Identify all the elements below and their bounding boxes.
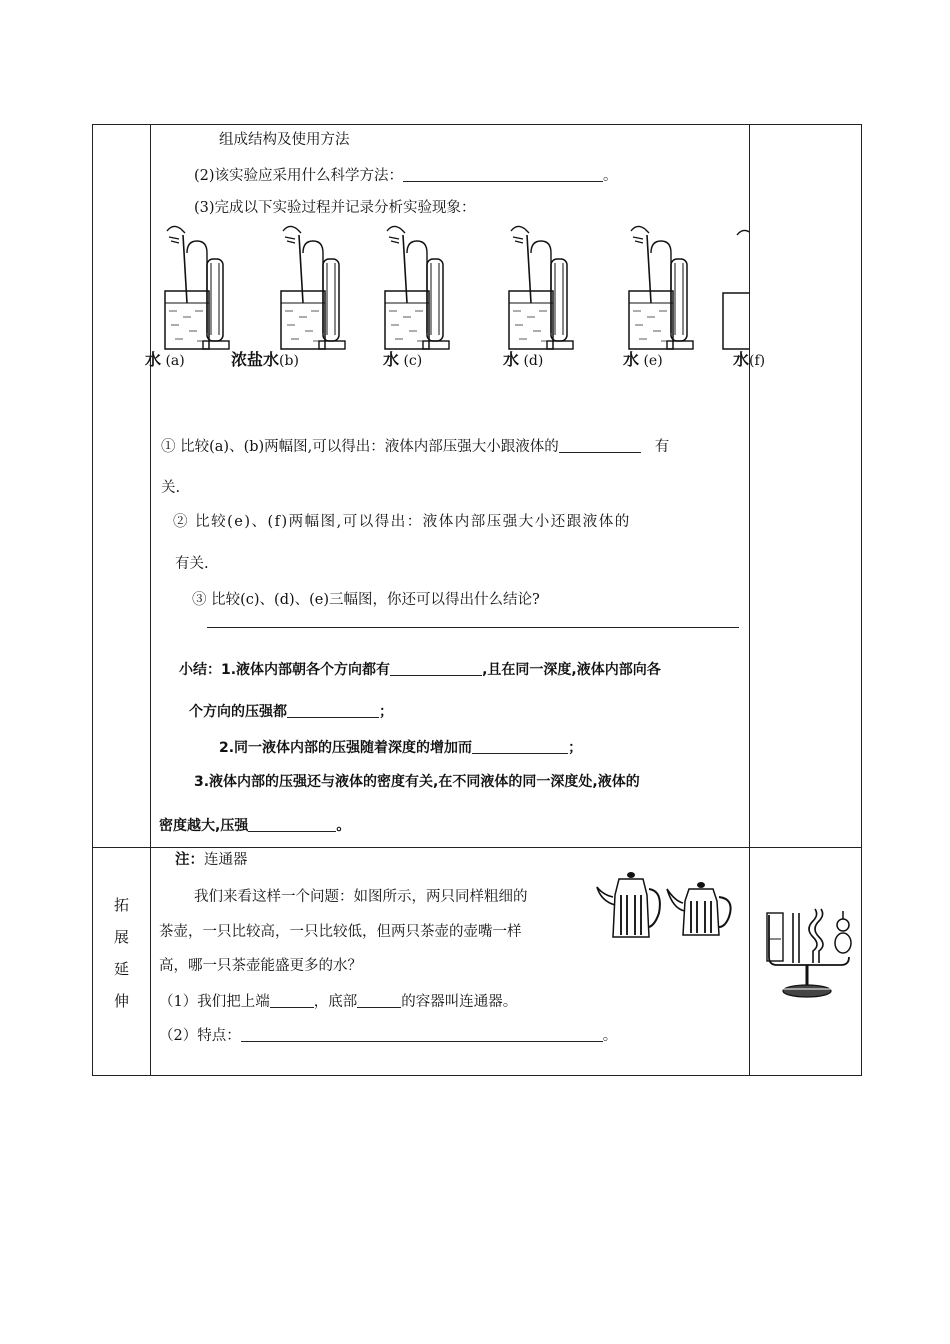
note-connected-vessel: 注：连通器 — [175, 852, 248, 868]
side-label-extension: 拓 展 延 伸 — [113, 896, 129, 1010]
short-teapot-icon — [667, 882, 731, 935]
blank-liquid-property — [559, 438, 641, 453]
paragraph-line-2: 茶壶，一只比较高，一只比较低，但两只茶壶的壶嘴一样 — [159, 924, 522, 940]
summary-3: 3.液体内部的压强还与液体的密度有关,在不同液体的同一深度处,液体的 — [194, 774, 640, 790]
lower-question-1: （1）我们把上端 ，底部 的容器叫连通器。 — [159, 994, 518, 1010]
figure-caption-d: 水 (d) — [503, 350, 544, 369]
worksheet-table — [92, 124, 862, 1076]
tall-teapot-icon — [597, 872, 660, 937]
blank-equal-pressure — [287, 703, 379, 718]
conclusion-2-end: 有关. — [175, 556, 209, 572]
row-divider — [93, 847, 861, 848]
paragraph-line-3: 高，哪一只茶壶能盛更多的水？ — [159, 958, 362, 974]
paragraph-line-1: 我们来看这样一个问题：如图所示，两只同样粗细的 — [194, 889, 528, 905]
conclusion-1-end: 关. — [161, 480, 181, 496]
question-3: (3)完成以下实验过程并记录分析实验现象： — [194, 200, 476, 216]
blank-conclusion-3 — [207, 627, 739, 628]
summary-1-cont: 个方向的压强都 ； — [189, 704, 393, 720]
conclusion-3: ③ 比较(c)、(d)、(e)三幅图，你还可以得出什么结论? — [192, 592, 540, 608]
question-2: (2)该实验应采用什么科学方法： 。 — [194, 168, 618, 184]
figure-caption-a: 水 (a) — [145, 350, 185, 369]
column-divider-right — [749, 125, 750, 1075]
figure-caption-c: 水 (c) — [383, 350, 423, 369]
lower-question-2: （2）特点： 。 — [159, 1028, 618, 1044]
teapots-illustration — [593, 865, 743, 941]
text-line-structure: 组成结构及使用方法 — [219, 132, 350, 148]
blank-top-open — [270, 993, 314, 1008]
summary-2: 2.同一液体内部的压强随着深度的增加而 ； — [219, 740, 583, 756]
blank-method — [403, 167, 603, 182]
figure-caption-b: 浓盐水(b) — [231, 350, 299, 369]
blank-characteristics — [241, 1027, 603, 1042]
figure-caption-e: 水 (e) — [623, 350, 663, 369]
figure-caption-f: 水(f) — [733, 350, 766, 369]
summary-3-cont: 密度越大,压强 。 — [159, 818, 351, 834]
blank-pressure-direction — [390, 661, 482, 676]
blank-density-pressure — [248, 817, 336, 832]
summary-1: 小结：1.液体内部朝各个方向都有 ,且在同一深度,液体内部向各 — [179, 662, 661, 678]
conclusion-2: ② 比较(e)、(f)两幅图,可以得出：液体内部压强大小还跟液体的 — [173, 514, 631, 530]
blank-depth-trend — [472, 739, 568, 754]
conclusion-1: ① 比较(a)、(b)两幅图,可以得出：液体内部压强大小跟液体的 有 — [161, 439, 670, 455]
connected-vessel-illustration — [761, 905, 857, 1005]
blank-bottom-connected — [357, 993, 401, 1008]
